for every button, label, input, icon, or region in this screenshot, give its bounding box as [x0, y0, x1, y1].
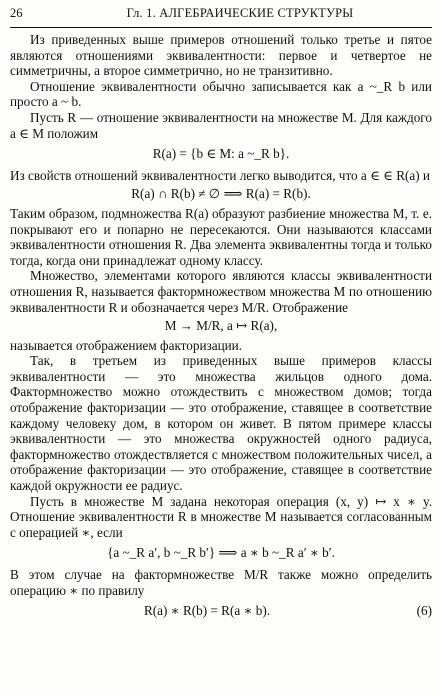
- paragraph-5: Таким образом, подмножества R(a) образуют разбиение множества M, т. е. покрывают его и попарно не пересекаются. Они называются классами эквивалентности отношения R. Два элемента эквивалентны тогда и только тогда, когда они принадлежат одному классу.: [10, 205, 432, 268]
- formula-compatibility: {a ~_R a′, b ~_R b′} ⟹ a ∗ b ~_R a′ ∗ b′.: [107, 545, 335, 561]
- equation-number: (6): [416, 603, 432, 619]
- paragraph-10: В этом случае на фактормножестве M/R также можно определить операцию ∗ по правилу: [10, 567, 432, 598]
- header-rule: [10, 27, 432, 28]
- formula-class-intersection: R(a) ∩ R(b) ≠ ∅ ⟹ R(a) = R(b).: [131, 186, 311, 202]
- running-title: Гл. 1. АЛГЕБРАИЧЕСКИЕ СТРУКТУРЫ: [126, 6, 354, 20]
- paragraph-4: Из свойств отношений эквивалентности легко выводится, что a ∈ ∈ R(a) и: [10, 167, 430, 183]
- paragraph-6: Множество, элементами которого являются классы эквивалентности отношения R, называется фактормножеством множества M по отношению эквивалентности R и обозначается через M/R. Отображение: [10, 268, 432, 315]
- page-body: [10, 32, 432, 619]
- paragraph-7: называется отображением факторизации.: [10, 337, 243, 353]
- formula-factor-operation: R(a) ∗ R(b) = R(a ∗ b).: [143, 603, 271, 619]
- formula-factor-map: M → M/R, a ↦ R(a),: [164, 318, 278, 334]
- paragraph-1: Из приведенных выше примеров отношений только третье и пятое являются отношениями эквивалентности: первое и четвертое не симметричны, а второе симметрично, но не транзитивно.: [10, 32, 432, 79]
- running-header: [10, 6, 432, 26]
- paragraph-3: Пусть R — отношение эквивалентности на множестве M. Для каждого a ∈ M положим: [10, 109, 432, 141]
- formula-class-definition: R(a) = {b ∈ M: a ~_R b}.: [152, 146, 290, 162]
- paragraph-9: Пусть в множестве M задана некоторая операция (x, y) ↦ x ∗ y. Отношение эквивалентности R в множестве M называется согласованным с операцией ∗, если: [10, 493, 432, 540]
- page-number: 26: [10, 6, 23, 20]
- paragraph-8: Так, в третьем из приведенных выше примеров классы эквивалентности — это множества жильцов одного дома. Фактормножество можно отождествить с множеством домов; тогда отображение факторизации — это отображение, ставящее в соответствие каждому человеку дом, в котором он живет. В пятом примере классы эквивалентности — это множества окружностей одного радиуса, фактормножество отождествляется с множеством положительных чисел, а отображение факторизации — это отображение, ставящее в соответствие каждой окружности ее радиус.: [10, 353, 432, 494]
- paragraph-2: Отношение эквивалентности обычно записывается как a ~_R b или просто a ~ b.: [10, 78, 432, 110]
- equation-6-row: [10, 603, 432, 619]
